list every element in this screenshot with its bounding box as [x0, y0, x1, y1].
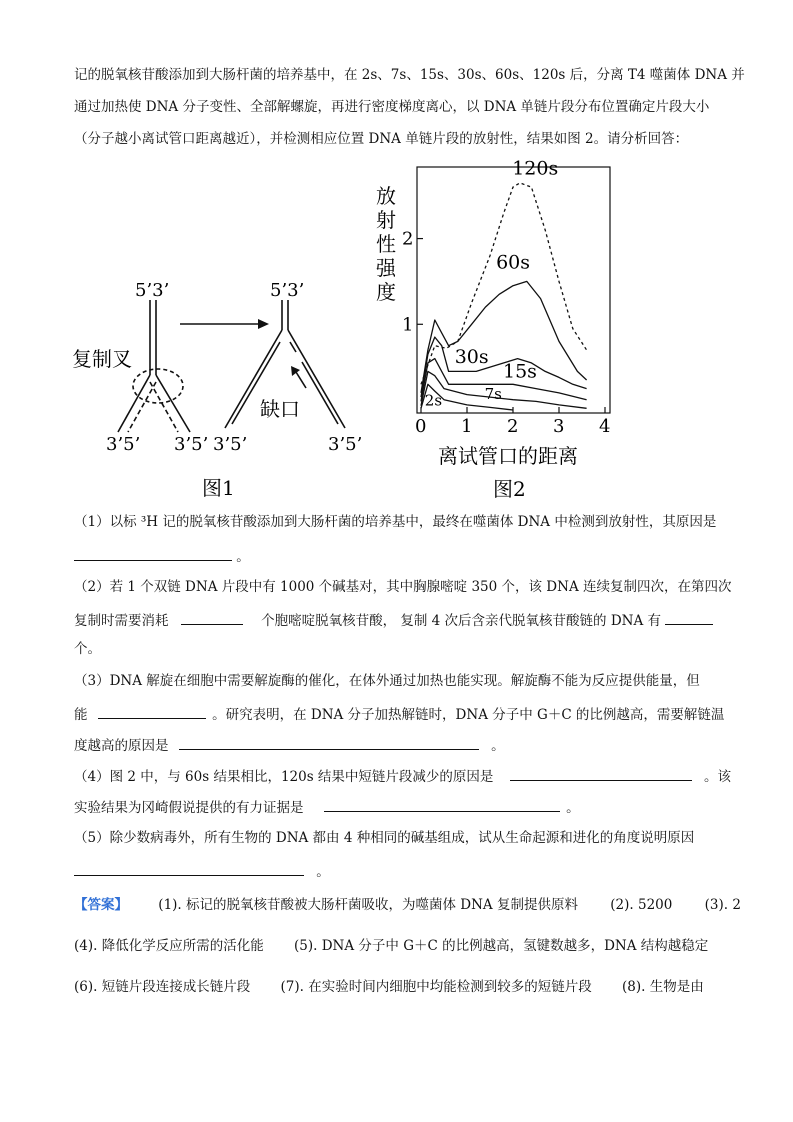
fig1-gap-label: 缺口: [260, 397, 300, 421]
answer-2: (2). 5200: [610, 897, 673, 913]
q4-text-b: 。该: [704, 769, 732, 785]
intro-line-1: 记的脱氧核苷酸添加到大肠杆菌的培养基中，在 2s、7s、15s、30s、60s、120s 后，分离 T4 噬菌体 DNA 并: [74, 67, 745, 83]
chart-ylabel-char: 强: [376, 256, 396, 280]
figure-2-chart: [360, 160, 650, 510]
figure-1-replication-fork: [70, 160, 370, 510]
chart-ylabel-char: 射: [376, 208, 396, 232]
chart-ylabel-char: 性: [376, 232, 396, 256]
x-tick-label: 2: [507, 416, 519, 437]
answer-1: (1). 标记的脱氧核苷酸被大肠杆菌吸收，为噬菌体 DNA 复制提供原料: [158, 897, 578, 913]
q4-text-c: 实验结果为冈崎假说提供的有力证据是: [74, 800, 304, 816]
q5-end: 。: [316, 864, 330, 880]
q2-text-b: 复制时需要消耗: [74, 613, 169, 629]
answer-line-2: [74, 937, 708, 955]
q1-answer-blank[interactable]: [74, 546, 232, 561]
series-label-2s: 2s: [424, 391, 443, 410]
fig1-fork-label: 复制叉: [72, 347, 132, 371]
q3-text-c: 。研究表明，在 DNA 分子加热解链时，DNA 分子中 G＋C 的比例越高，需要解链温: [212, 707, 725, 723]
x-tick-label: 3: [553, 416, 565, 437]
series-label-7s: 7s: [484, 384, 502, 403]
chart-ylabel-char: 度: [376, 280, 396, 304]
q4-answer-blank-2[interactable]: [324, 797, 560, 812]
answer-4: (4). 降低化学反应所需的活化能: [74, 938, 264, 954]
q3-answer-blank-2[interactable]: [179, 735, 479, 750]
q4-line-b: [74, 797, 580, 817]
series-line-120s: [421, 183, 587, 384]
q4-text-a: （4）图 2 中，与 60s 结果相比，120s 结果中短链片段减少的原因是: [74, 769, 494, 785]
answer-7: (7). 在实验时间内细胞中均能检测到较多的短链片段: [280, 979, 592, 995]
fig1-gap-arrow: [296, 372, 306, 388]
series-label-30s: 30s: [454, 345, 489, 368]
answer-line-1: [74, 896, 741, 914]
x-tick-label: 0: [415, 416, 427, 437]
fig1-top-left-label: 5’3’: [135, 280, 170, 301]
answer-line-3: [74, 978, 704, 996]
q4-end: 。: [566, 800, 580, 816]
q1-end: 。: [236, 549, 250, 565]
chart-ylabel: [376, 184, 397, 304]
q5-answer-blank[interactable]: [74, 861, 304, 876]
q2-answer-blank-2[interactable]: [665, 610, 713, 625]
q4-answer-blank-1[interactable]: [510, 766, 692, 781]
q3-answer-blank-1[interactable]: [98, 704, 206, 719]
fig1-bottom-label-2: 3’5’: [174, 434, 209, 455]
answer-8: (8). 生物是由: [622, 979, 704, 995]
chart-xlabel: 离试管口的距离: [438, 444, 578, 468]
q5-line-a: （5）除少数病毒外，所有生物的 DNA 都由 4 种相同的碱基组成，试从生命起源和进化的角度说明原因: [74, 830, 695, 846]
fig1-bottom-label-3: 3’5’: [213, 434, 248, 455]
chart-ylabel-char: 放: [376, 184, 396, 208]
q3-line-c: [74, 735, 505, 755]
answer-5: (5). DNA 分子中 G＋C 的比例越高，氢键数越多，DNA 结构越稳定: [294, 938, 709, 954]
q2-answer-blank-1[interactable]: [181, 610, 243, 625]
intro-line-3: （分子越小离试管口距离越近），并检测相应位置 DNA 单链片段的放射性，结果如图 2。请分析回答：: [74, 131, 689, 147]
x-tick-label: 1: [461, 416, 473, 437]
fig1-arrow-head: [258, 319, 269, 329]
x-tick-label: 4: [599, 416, 611, 437]
y-tick-label: 2: [402, 228, 414, 250]
q5-line-b: [74, 861, 330, 881]
answer-tag: 【答案】: [74, 897, 128, 913]
answer-6: (6). 短链片段连接成长链片段: [74, 979, 251, 995]
q2-line-b: [74, 610, 713, 630]
fig1-right-new-strand-right-b: [302, 362, 338, 424]
fig1-caption: 图1: [202, 476, 235, 500]
q2-text-c: 个胞嘧啶脱氧核苷酸， 复制 4 次后含亲代脱氧核苷酸链的 DNA 有: [261, 613, 662, 629]
fig1-gap-arrow-head: [291, 366, 300, 376]
q3-line-a: （3）DNA 解旋在细胞中需要解旋酶的催化，在体外通过加热也能实现。解旋酶不能为反应提供能量，但: [74, 673, 700, 689]
q2-line-c: 个。: [74, 641, 101, 657]
intro-line-2: 通过加热使 DNA 分子变性、全部解螺旋，再进行密度梯度离心，以 DNA 单链片段分布位置确定片段大小: [74, 99, 710, 115]
fig1-bottom-label-1: 3’5’: [106, 434, 141, 455]
y-tick-label: 1: [402, 314, 414, 336]
q4-line-a: [74, 766, 731, 786]
q3-text-b: 能: [74, 707, 88, 723]
series-label-60s: 60s: [496, 251, 531, 274]
q3-line-b: [74, 704, 724, 724]
fig1-left-arm-outer: [118, 375, 150, 432]
series-label-120s: 120s: [512, 160, 559, 180]
q2-line-a: （2）若 1 个双链 DNA 片段中有 1000 个碱基对，其中胸腺嘧啶 350 个，该 DNA 连续复制四次，在第四次: [74, 579, 732, 595]
q3-text-d: 度越高的原因是: [74, 738, 169, 754]
q1-line-a: （1）以标 ³H 记的脱氧核苷酸添加到大肠杆菌的培养基中，最终在噬菌体 DNA 中检测到放射性，其原因是: [74, 514, 717, 530]
chart-caption: 图2: [493, 477, 526, 501]
fig1-bottom-label-4: 3’5’: [328, 434, 363, 455]
q3-end: 。: [491, 738, 505, 754]
q1-line-b: [74, 546, 250, 566]
series-label-15s: 15s: [503, 360, 537, 383]
fig1-top-right-label: 5’3’: [270, 280, 305, 301]
answer-3: (3). 2: [704, 897, 741, 913]
